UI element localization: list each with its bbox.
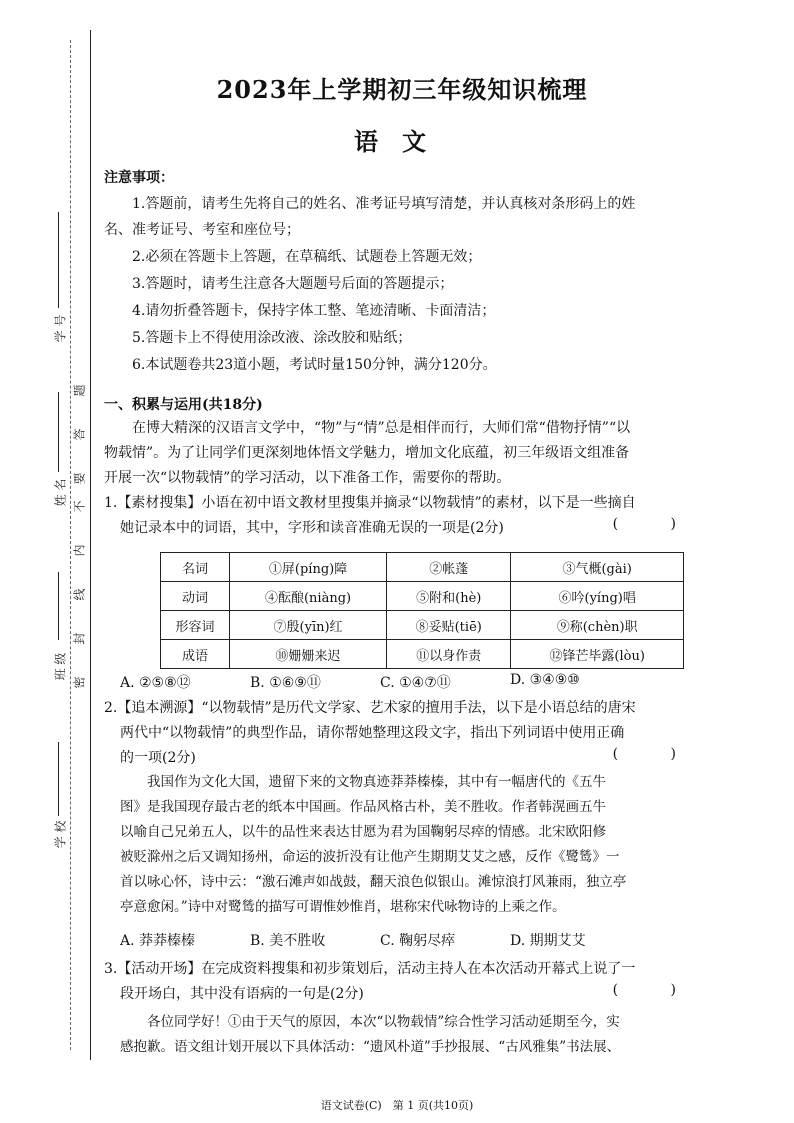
notice-item: 2.必须在答题卡上答题，在草稿纸、试题卷上答题无效； (132, 249, 482, 265)
table-cell: ⑪以身作责 (387, 640, 511, 669)
q3-stem: 段开场白，其中没有语病的一句是(2分) (120, 986, 364, 1002)
subject-title: 语文 (354, 127, 450, 156)
notice-item: 3.答题时，请考生注意各大题题号后面的答题提示； (132, 276, 454, 292)
table-cell: 形容词 (161, 611, 230, 640)
q2-option-a[interactable]: A. 莽莽榛榛 (120, 933, 196, 949)
class-field[interactable] (58, 572, 59, 640)
exam-title: 2023年上学期初三年级知识梳理 (216, 75, 588, 104)
q3-passage-line: 感抱歉。语文组计划开展以下具体活动：“遗风朴道”手抄报展、“古风雅集”书法展、 (120, 1039, 621, 1055)
q2-option-b[interactable]: B. 美不胜收 (250, 933, 326, 949)
q2-passage-line: 被贬滁州之后又调知扬州，命运的波折没有让他产生期期艾艾之感，反作《鹭鸶》一 (120, 849, 620, 865)
section-heading: 一、积累与运用(共18分) (104, 397, 263, 413)
gutter-label-name: 姓 名 (53, 478, 68, 507)
school-field[interactable] (58, 742, 59, 816)
seal-char: 线 (72, 588, 87, 601)
seal-char: 要 (72, 472, 87, 485)
student-id-field[interactable] (58, 212, 59, 308)
table-cell: 动词 (161, 582, 230, 611)
q2-passage-line: 以喻自己兄弟五人，以牛的品性来表达甘愿为君为国鞠躬尽瘁的情感。北宋欧阳修 (120, 824, 606, 840)
seal-char: 密 (72, 676, 87, 689)
q1-option-a[interactable]: A. ②⑤⑧⑫ (120, 675, 191, 691)
table-row (161, 553, 684, 582)
q2-stem: 两代中“以物载情”的典型作品，请你帮她整理这段文字，指出下列词语中使用正确 (120, 725, 625, 741)
q2-answer-bracket[interactable]: ( ) (612, 746, 700, 762)
gutter-label-school: 学 校 (53, 820, 68, 849)
table-row (161, 611, 684, 640)
table-cell: ⑩姗姗来迟 (230, 640, 387, 669)
table-cell: ③气概(gài) (511, 553, 684, 582)
section-intro-line: 物载情”。为了让同学们更深刻地体悟文学魅力，增加文化底蕴，初三年级语文组准备 (104, 445, 630, 461)
seal-char: 不 (72, 500, 87, 513)
table-cell: ④酝酿(niàng) (230, 582, 387, 611)
q3-answer-bracket[interactable]: ( ) (612, 982, 700, 998)
name-field[interactable] (58, 392, 59, 472)
q1-option-b[interactable]: B. ①⑥⑨⑪ (250, 675, 321, 691)
q1-option-c[interactable]: C. ①④⑦⑪ (380, 675, 451, 691)
q1-stem: 她记录本中的词语，其中，字形和读音准确无误的一项是(2分) (120, 520, 504, 536)
table-cell: ⑧妥贴(tiē) (387, 611, 511, 640)
table-cell: ⑤附和(hè) (387, 582, 511, 611)
seal-char: 题 (72, 384, 87, 397)
seal-char: 答 (72, 428, 87, 441)
section-intro-line: 在博大精深的汉语言文学中，“物”与“情”总是相伴而行，大师们常“借物抒情”“以 (132, 420, 631, 436)
q3-passage-line: 各位同学好！①由于天气的原因，本次“以物载情”综合性学习活动延期至今，实 (147, 1014, 620, 1030)
q2-option-d[interactable]: D. 期期艾艾 (510, 933, 586, 949)
notice-item: 1.答题前，请考生先将自己的姓名、准考证号填写清楚，并认真核对条形码上的姓 (132, 196, 636, 212)
seal-char: 封 (72, 632, 87, 645)
table-cell: ②帐蓬 (387, 553, 511, 582)
q1-word-table (160, 552, 684, 669)
q2-options (120, 930, 700, 950)
gutter-label-student-id: 学 号 (53, 314, 68, 343)
notice-heading: 注意事项： (104, 170, 174, 186)
table-cell: 成语 (161, 640, 230, 669)
q1-answer-bracket[interactable]: ( ) (612, 516, 700, 532)
table-cell: ⑦殷(yīn)红 (230, 611, 387, 640)
notice-item: 名、准考证号、考室和座位号； (104, 222, 300, 238)
q1-option-d[interactable]: D. ③④⑨⑩ (510, 672, 580, 688)
seal-char: 内 (72, 544, 87, 557)
table-cell: ⑫锋芒毕露(lòu) (511, 640, 684, 669)
table-row (161, 640, 684, 669)
q2-option-c[interactable]: C. 鞠躬尽瘁 (380, 933, 456, 949)
notice-item: 4.请勿折叠答题卡，保持字体工整、笔迹清晰、卡面清洁； (132, 303, 496, 319)
q1-stem: 1.【素材搜集】小语在初中语文教材里搜集并摘录“以物载情”的素材，以下是一些摘自 (104, 495, 636, 511)
page-footer: 语文试卷(C) 第 1 页(共10页) (320, 1099, 474, 1112)
section-intro-line: 开展一次“以物载情”的学习活动，以下准备工作，需要你的帮助。 (104, 470, 511, 486)
q3-stem: 3.【活动开场】在完成资料搜集和初步策划后，活动主持人在本次活动开幕式上说了一 (104, 961, 636, 977)
q1-options (120, 672, 700, 692)
q2-passage-line: 图》是我国现存最古老的纸本中国画。作品风格古朴，美不胜收。作者韩滉画五牛 (120, 799, 606, 815)
q2-passage-line: 我国作为文化大国，遗留下来的文物真迹莽莽榛榛，其中有一幅唐代的《五牛 (147, 774, 606, 790)
notice-item: 6.本试题卷共23道小题，考试时量150分钟，满分120分。 (132, 357, 497, 373)
q2-passage-line: 首以咏心怀，诗中云：“激石滩声如战鼓，翻天浪色似银山。滩惊浪打风兼雨，独立亭 (120, 874, 627, 890)
table-cell: 名词 (161, 553, 230, 582)
table-cell: ①屏(píng)障 (230, 553, 387, 582)
q2-stem: 的一项(2分) (120, 750, 196, 766)
binding-line (90, 30, 91, 1060)
notice-item: 5.答题卡上不得使用涂改液、涂改胶和贴纸； (132, 330, 412, 346)
table-cell: ⑨称(chèn)职 (511, 611, 684, 640)
binding-margin (0, 0, 92, 1123)
table-cell: ⑥吟(yíng)唱 (511, 582, 684, 611)
gutter-label-class: 班 级 (53, 652, 68, 681)
table-row (161, 582, 684, 611)
q2-stem: 2.【追本溯源】“以物载情”是历代文学家、艺术家的擅用手法，以下是小语总结的唐宋 (104, 700, 636, 716)
q2-passage-line: 亭意愈闲。”诗中对鹭鸶的描写可谓惟妙惟肖，堪称宋代咏物诗的上乘之作。 (120, 899, 566, 915)
